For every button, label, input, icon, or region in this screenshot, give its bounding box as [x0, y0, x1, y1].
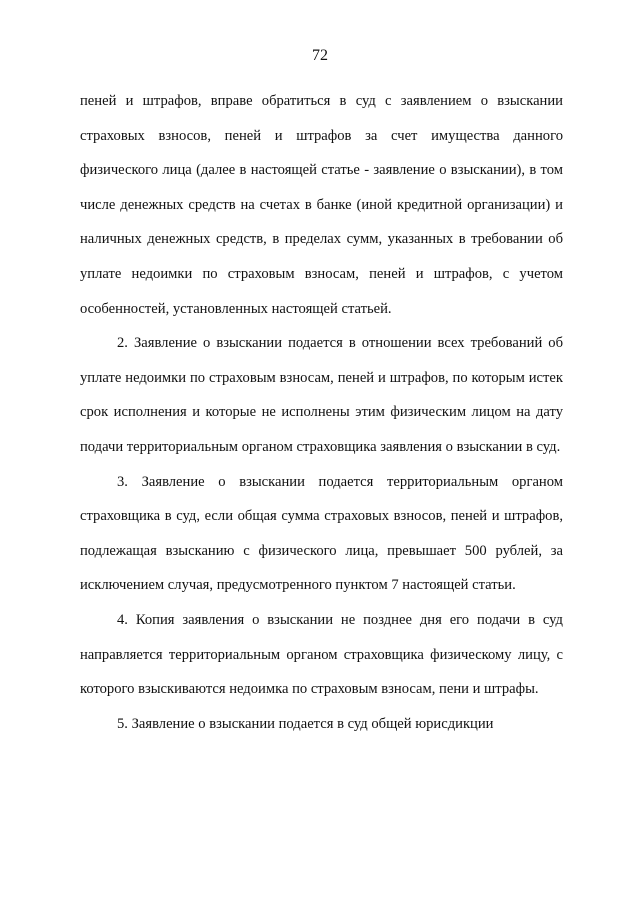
document-body: [80, 84, 563, 741]
paragraph-clause-2: 2. Заявление о взыскании подается в отношении всех требований об уплате недоимки по страховым взносам, пеней и штрафов, по которым истек срок исполнения и которые не исполнены этим физическим лицом на дату подачи территориальным органом страховщика заявления о взыскании в суд.: [80, 335, 563, 455]
paragraph-clause-3: 3. Заявление о взыскании подается территориальным органом страховщика в суд, если общая сумма страховых взносов, пеней и штрафов, подлежащая взысканию с физического лица, превышает 500 рублей, за исключением случая, предусмотренного пунктом 7 настоящей статьи.: [80, 473, 563, 594]
paragraph-clause-5: 5. Заявление о взыскании подается в суд общей юрисдикции: [117, 715, 494, 732]
paragraph-clause-4: 4. Копия заявления о взыскании не позднее дня его подачи в суд направляется территориальным органом страховщика физическому лицу, с которого взыскиваются недоимка по страховым взносам, пени и штрафы.: [80, 611, 563, 698]
page-number: 72: [312, 47, 328, 64]
paragraph-continuation: пеней и штрафов, вправе обратиться в суд с заявлением о взыскании страховых взносов, пеней и штрафов за счет имущества данного физического лица (далее в настоящей статье - заявление о взыскании), в том числе денежных средств на счетах в банке (иной кредитной организации) и наличных денежных средств, в пределах сумм, указанных в требовании об уплате недоимки по страховым взносам, пеней и штрафов, с учетом особенностей, установленных настоящей статьей.: [80, 93, 563, 317]
